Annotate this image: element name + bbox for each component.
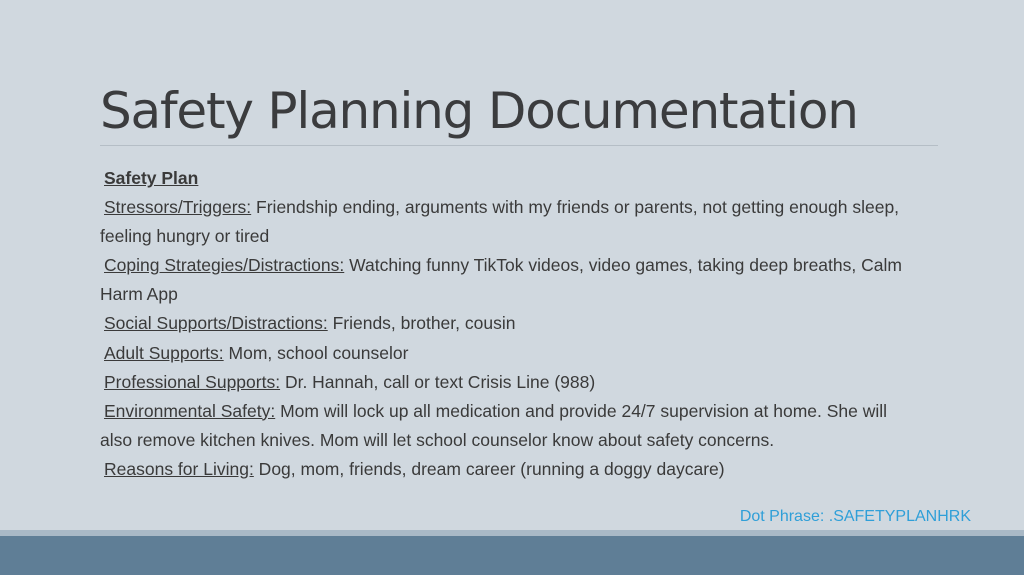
list-item-professional-supports xyxy=(100,368,920,397)
item-label: Social Supports/Distractions: xyxy=(104,313,328,334)
list-item-environmental-safety xyxy=(100,397,920,455)
item-label: Professional Supports: xyxy=(104,371,281,392)
item-text: Mom, school counselor xyxy=(223,342,409,363)
safety-plan-heading xyxy=(100,164,920,193)
item-label: Stressors/Triggers: xyxy=(104,197,252,218)
item-label: Reasons for Living: xyxy=(104,458,254,479)
list-item-social-supports xyxy=(100,309,920,338)
item-text: Friendship ending, arguments with my friends or parents, not getting enough sleep, feeling hungry or tired xyxy=(100,197,900,247)
item-text: Dr. Hannah, call or text Crisis Line (988) xyxy=(280,371,596,392)
safety-plan-body xyxy=(100,164,920,484)
item-label: Coping Strategies/Distractions: xyxy=(104,255,345,276)
list-item-coping xyxy=(100,251,920,309)
list-item-stressors xyxy=(100,193,920,251)
dot-phrase-link[interactable]: Dot Phrase: .SAFETYPLANHRK xyxy=(739,508,971,525)
list-item-reasons-for-living xyxy=(100,455,920,484)
item-text: Mom will lock up all medication and provide 24/7 supervision at home. She will also remove kitchen knives. Mom will let school counselor know about safety concerns. xyxy=(100,400,888,450)
list-item-adult-supports xyxy=(100,339,920,368)
slide-title: Safety Planning Documentation xyxy=(100,82,858,140)
item-text: Watching funny TikTok videos, video games, taking deep breaths, Calm Harm App xyxy=(100,255,902,305)
safety-plan-heading-text: Safety Plan xyxy=(104,168,199,188)
footer-band xyxy=(0,536,1024,575)
item-text: Dog, mom, friends, dream career (running a doggy daycare) xyxy=(253,458,725,479)
item-label: Adult Supports: xyxy=(104,342,224,363)
item-text: Friends, brother, cousin xyxy=(327,313,516,334)
title-divider xyxy=(100,145,938,146)
item-label: Environmental Safety: xyxy=(104,400,276,421)
